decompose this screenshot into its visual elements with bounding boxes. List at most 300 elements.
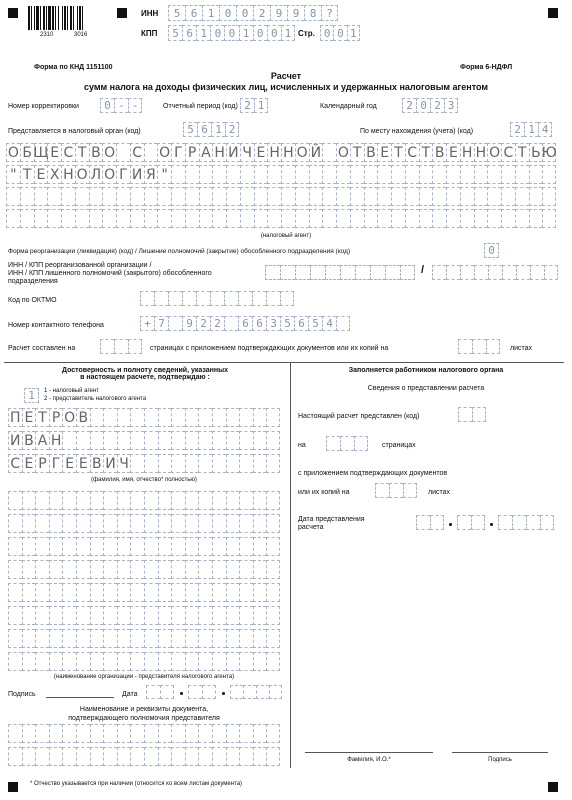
char-cell[interactable] — [212, 560, 226, 579]
char-cell[interactable] — [130, 187, 144, 206]
presented-code-cells[interactable] — [458, 407, 486, 422]
char-cell[interactable] — [103, 747, 117, 766]
char-cell[interactable] — [239, 724, 253, 743]
char-cell[interactable] — [239, 629, 253, 648]
char-cell[interactable] — [309, 165, 323, 184]
char-cell[interactable] — [472, 339, 486, 354]
char-cell[interactable] — [6, 187, 20, 206]
officer-fio-line[interactable] — [305, 752, 433, 753]
char-cell[interactable] — [117, 560, 131, 579]
char-cell[interactable] — [266, 652, 280, 671]
char-cell[interactable] — [498, 515, 512, 530]
char-cell[interactable] — [49, 747, 63, 766]
char-cell[interactable] — [488, 265, 502, 280]
char-cell[interactable] — [185, 491, 199, 510]
char-cell[interactable]: С — [405, 143, 419, 162]
char-cell[interactable] — [239, 537, 253, 556]
char-cell[interactable] — [75, 187, 89, 206]
char-cell[interactable] — [309, 209, 323, 228]
char-cell[interactable] — [61, 187, 75, 206]
char-cell[interactable] — [6, 209, 20, 228]
char-cell[interactable]: 2 — [196, 316, 210, 331]
char-cell[interactable] — [377, 165, 391, 184]
char-cell[interactable]: Р — [35, 454, 49, 473]
char-cell[interactable] — [35, 491, 49, 510]
char-cell[interactable] — [265, 265, 280, 280]
char-cell[interactable] — [540, 515, 554, 530]
char-cell[interactable] — [144, 431, 158, 450]
char-cell[interactable] — [212, 165, 226, 184]
char-cell[interactable]: 6 — [185, 5, 202, 21]
char-cell[interactable] — [295, 165, 309, 184]
char-cell[interactable] — [198, 560, 212, 579]
char-cell[interactable] — [34, 209, 48, 228]
char-cell[interactable] — [226, 560, 240, 579]
char-cell[interactable] — [130, 652, 144, 671]
char-cell[interactable] — [212, 209, 226, 228]
char-cell[interactable]: Л — [89, 165, 103, 184]
char-cell[interactable]: 9 — [182, 316, 196, 331]
char-cell[interactable] — [49, 724, 63, 743]
char-cell[interactable] — [212, 537, 226, 556]
char-cell[interactable] — [267, 165, 281, 184]
char-cell[interactable]: 0 — [219, 5, 236, 21]
char-cell[interactable] — [516, 265, 530, 280]
char-cell[interactable]: Е — [76, 454, 90, 473]
surname-cells[interactable] — [8, 408, 280, 427]
char-cell[interactable] — [103, 583, 117, 602]
char-cell[interactable] — [34, 187, 48, 206]
char-cell[interactable] — [364, 165, 378, 184]
char-cell[interactable] — [116, 209, 130, 228]
char-cell[interactable]: Й — [309, 143, 323, 162]
char-cell[interactable]: - — [128, 98, 142, 113]
char-cell[interactable] — [254, 209, 268, 228]
char-cell[interactable] — [322, 187, 336, 206]
char-cell[interactable] — [171, 209, 185, 228]
signature-line[interactable] — [46, 697, 114, 698]
char-cell[interactable] — [239, 560, 253, 579]
char-cell[interactable]: ? — [321, 5, 338, 21]
char-cell[interactable] — [158, 431, 172, 450]
char-cell[interactable] — [322, 143, 336, 162]
right-pages-cells[interactable] — [326, 436, 368, 451]
char-cell[interactable]: 6 — [197, 122, 211, 137]
char-cell[interactable] — [76, 747, 90, 766]
char-cell[interactable]: О — [104, 166, 116, 183]
char-cell[interactable] — [130, 629, 144, 648]
char-cell[interactable] — [103, 431, 117, 450]
char-cell[interactable] — [198, 606, 212, 625]
char-cell[interactable] — [185, 537, 199, 556]
char-cell[interactable] — [280, 291, 294, 306]
char-cell[interactable] — [103, 491, 117, 510]
char-cell[interactable]: Т — [515, 143, 529, 162]
char-cell[interactable]: Г — [116, 165, 130, 184]
char-cell[interactable] — [212, 724, 226, 743]
char-cell[interactable]: О — [296, 144, 308, 161]
char-cell[interactable]: Т — [419, 143, 433, 162]
char-cell[interactable] — [212, 629, 226, 648]
char-cell[interactable] — [62, 431, 76, 450]
char-cell[interactable] — [325, 265, 340, 280]
char-cell[interactable] — [239, 652, 253, 671]
char-cell[interactable] — [22, 606, 36, 625]
char-cell[interactable]: В — [364, 143, 378, 162]
char-cell[interactable] — [419, 209, 433, 228]
char-cell[interactable] — [35, 629, 49, 648]
char-cell[interactable] — [144, 454, 158, 473]
char-cell[interactable] — [130, 724, 144, 743]
char-cell[interactable] — [8, 747, 22, 766]
char-cell[interactable] — [8, 652, 22, 671]
char-cell[interactable] — [35, 560, 49, 579]
char-cell[interactable] — [158, 408, 172, 427]
char-cell[interactable] — [22, 629, 36, 648]
char-cell[interactable]: И — [8, 431, 22, 450]
char-cell[interactable] — [198, 583, 212, 602]
place-cells[interactable] — [510, 122, 552, 137]
char-cell[interactable]: Х — [47, 165, 61, 184]
char-cell[interactable] — [253, 629, 267, 648]
char-cell[interactable] — [212, 652, 226, 671]
char-cell[interactable] — [89, 187, 103, 206]
char-cell[interactable] — [375, 483, 389, 498]
char-cell[interactable] — [446, 187, 460, 206]
char-cell[interactable]: А — [35, 431, 49, 450]
char-cell[interactable] — [103, 629, 117, 648]
char-cell[interactable] — [22, 652, 36, 671]
char-cell[interactable] — [49, 491, 63, 510]
char-cell[interactable] — [130, 408, 144, 427]
char-cell[interactable] — [309, 187, 323, 206]
char-cell[interactable] — [239, 431, 253, 450]
char-cell[interactable] — [432, 209, 446, 228]
char-cell[interactable] — [90, 537, 104, 556]
char-cell[interactable] — [458, 407, 472, 422]
char-cell[interactable] — [144, 143, 158, 162]
char-cell[interactable] — [239, 514, 253, 533]
char-cell[interactable] — [457, 515, 471, 530]
char-cell[interactable] — [103, 724, 117, 743]
char-cell[interactable] — [49, 606, 63, 625]
char-cell[interactable] — [103, 606, 117, 625]
char-cell[interactable] — [35, 724, 49, 743]
char-cell[interactable] — [144, 629, 158, 648]
char-cell[interactable] — [117, 491, 131, 510]
char-cell[interactable] — [49, 560, 63, 579]
char-cell[interactable] — [336, 209, 350, 228]
char-cell[interactable] — [266, 537, 280, 556]
char-cell[interactable] — [364, 209, 378, 228]
char-cell[interactable]: 0 — [253, 25, 267, 41]
char-cell[interactable] — [49, 629, 63, 648]
char-cell[interactable]: 2 — [402, 98, 416, 113]
char-cell[interactable] — [8, 724, 22, 743]
char-cell[interactable] — [22, 491, 36, 510]
char-cell[interactable] — [76, 537, 90, 556]
char-cell[interactable]: С — [8, 454, 22, 473]
char-cell[interactable] — [226, 537, 240, 556]
char-cell[interactable]: Е — [62, 454, 76, 473]
char-cell[interactable]: Н — [460, 143, 474, 162]
char-cell[interactable] — [171, 724, 185, 743]
char-cell[interactable]: О — [104, 144, 116, 161]
char-cell[interactable]: 5 — [183, 122, 197, 137]
name-cells[interactable] — [8, 431, 280, 450]
char-cell[interactable] — [336, 187, 350, 206]
char-cell[interactable] — [336, 165, 350, 184]
char-cell[interactable] — [419, 187, 433, 206]
char-cell[interactable] — [76, 514, 90, 533]
char-cell[interactable] — [117, 606, 131, 625]
char-cell[interactable] — [512, 515, 526, 530]
char-cell[interactable] — [253, 454, 267, 473]
rep-org-row-1[interactable] — [8, 491, 280, 510]
char-cell[interactable] — [281, 187, 295, 206]
char-cell[interactable] — [212, 747, 226, 766]
char-cell[interactable] — [502, 265, 516, 280]
right-sheets-cells[interactable] — [375, 483, 417, 498]
char-cell[interactable] — [266, 454, 280, 473]
char-cell[interactable] — [90, 408, 104, 427]
char-cell[interactable] — [76, 491, 90, 510]
char-cell[interactable] — [90, 491, 104, 510]
char-cell[interactable] — [22, 583, 36, 602]
char-cell[interactable]: Е — [254, 143, 268, 162]
char-cell[interactable] — [22, 560, 36, 579]
char-cell[interactable] — [239, 454, 253, 473]
char-cell[interactable] — [254, 187, 268, 206]
char-cell[interactable] — [90, 431, 104, 450]
char-cell[interactable] — [256, 685, 269, 699]
char-cell[interactable] — [185, 165, 199, 184]
kpp-reorg-cells[interactable] — [432, 265, 558, 280]
char-cell[interactable] — [158, 652, 172, 671]
char-cell[interactable] — [90, 606, 104, 625]
char-cell[interactable] — [103, 408, 117, 427]
char-cell[interactable] — [35, 583, 49, 602]
char-cell[interactable] — [226, 652, 240, 671]
char-cell[interactable] — [253, 514, 267, 533]
char-cell[interactable] — [240, 165, 254, 184]
char-cell[interactable] — [405, 187, 419, 206]
char-cell[interactable]: 1 — [254, 98, 268, 113]
char-cell[interactable] — [446, 209, 460, 228]
char-cell[interactable] — [62, 652, 76, 671]
char-cell[interactable] — [62, 629, 76, 648]
char-cell[interactable] — [76, 652, 90, 671]
rep-org-row-4[interactable] — [8, 560, 280, 579]
char-cell[interactable] — [212, 491, 226, 510]
char-cell[interactable] — [8, 537, 22, 556]
char-cell[interactable] — [20, 209, 34, 228]
char-cell[interactable] — [158, 454, 172, 473]
char-cell[interactable] — [62, 747, 76, 766]
char-cell[interactable] — [62, 724, 76, 743]
char-cell[interactable] — [103, 560, 117, 579]
char-cell[interactable] — [22, 747, 36, 766]
char-cell[interactable] — [226, 165, 240, 184]
char-cell[interactable] — [266, 491, 280, 510]
char-cell[interactable] — [158, 491, 172, 510]
char-cell[interactable] — [47, 187, 61, 206]
organ-cells[interactable] — [183, 122, 239, 137]
char-cell[interactable]: 1 — [24, 388, 39, 403]
char-cell[interactable] — [171, 165, 185, 184]
char-cell[interactable]: 1 — [281, 25, 295, 41]
char-cell[interactable]: 1 — [196, 25, 210, 41]
char-cell[interactable] — [391, 165, 405, 184]
char-cell[interactable]: Г — [171, 143, 185, 162]
char-cell[interactable] — [295, 209, 309, 228]
char-cell[interactable] — [460, 165, 474, 184]
char-cell[interactable] — [253, 747, 267, 766]
char-cell[interactable] — [76, 583, 90, 602]
char-cell[interactable] — [254, 165, 268, 184]
char-cell[interactable] — [199, 165, 213, 184]
char-cell[interactable] — [117, 652, 131, 671]
char-cell[interactable] — [487, 165, 501, 184]
reorg-cells[interactable] — [484, 243, 499, 258]
char-cell[interactable]: 1 — [347, 25, 360, 41]
char-cell[interactable] — [76, 560, 90, 579]
char-cell[interactable] — [253, 491, 267, 510]
char-cell[interactable] — [62, 606, 76, 625]
char-cell[interactable] — [117, 747, 131, 766]
char-cell[interactable] — [253, 652, 267, 671]
rep-org-row-8[interactable] — [8, 652, 280, 671]
char-cell[interactable] — [350, 165, 364, 184]
char-cell[interactable]: 5 — [168, 5, 185, 21]
char-cell[interactable] — [62, 537, 76, 556]
char-cell[interactable]: О — [7, 144, 19, 161]
char-cell[interactable] — [158, 747, 172, 766]
char-cell[interactable]: В — [89, 143, 103, 162]
char-cell[interactable]: О — [337, 144, 349, 161]
char-cell[interactable] — [416, 515, 430, 530]
char-cell[interactable] — [239, 491, 253, 510]
char-cell[interactable] — [238, 291, 252, 306]
char-cell[interactable] — [253, 606, 267, 625]
char-cell[interactable] — [171, 629, 185, 648]
char-cell[interactable] — [377, 187, 391, 206]
char-cell[interactable]: 0 — [224, 25, 238, 41]
char-cell[interactable] — [185, 408, 199, 427]
char-cell[interactable] — [35, 537, 49, 556]
char-cell[interactable] — [76, 629, 90, 648]
char-cell[interactable]: 2 — [510, 122, 524, 137]
left-date-day[interactable] — [146, 685, 174, 699]
char-cell[interactable] — [185, 606, 199, 625]
left-date-month[interactable] — [188, 685, 216, 699]
char-cell[interactable] — [130, 491, 144, 510]
char-cell[interactable]: 2 — [225, 122, 239, 137]
char-cell[interactable] — [198, 747, 212, 766]
char-cell[interactable] — [253, 583, 267, 602]
char-cell[interactable]: 5 — [280, 316, 294, 331]
char-cell[interactable] — [103, 537, 117, 556]
char-cell[interactable] — [240, 209, 254, 228]
char-cell[interactable] — [8, 514, 22, 533]
char-cell[interactable] — [171, 454, 185, 473]
char-cell[interactable]: Е — [22, 454, 36, 473]
char-cell[interactable] — [446, 265, 460, 280]
rep-org-row-5[interactable] — [8, 583, 280, 602]
char-cell[interactable] — [391, 209, 405, 228]
char-cell[interactable] — [239, 583, 253, 602]
char-cell[interactable]: 3 — [444, 98, 458, 113]
char-cell[interactable] — [168, 316, 182, 331]
char-cell[interactable] — [130, 431, 144, 450]
char-cell[interactable]: Н — [49, 431, 63, 450]
char-cell[interactable]: 2 — [430, 98, 444, 113]
char-cell[interactable] — [350, 209, 364, 228]
char-cell[interactable]: 1 — [202, 5, 219, 21]
char-cell[interactable]: 6 — [252, 316, 266, 331]
char-cell[interactable] — [486, 339, 500, 354]
char-cell[interactable] — [253, 431, 267, 450]
char-cell[interactable]: А — [199, 143, 213, 162]
char-cell[interactable] — [474, 187, 488, 206]
char-cell[interactable] — [226, 491, 240, 510]
char-cell[interactable] — [8, 583, 22, 602]
char-cell[interactable]: П — [8, 408, 22, 427]
char-cell[interactable] — [89, 209, 103, 228]
char-cell[interactable] — [474, 265, 488, 280]
char-cell[interactable] — [224, 291, 238, 306]
char-cell[interactable] — [501, 209, 515, 228]
char-cell[interactable]: С — [130, 143, 144, 162]
char-cell[interactable] — [198, 454, 212, 473]
char-cell[interactable] — [76, 606, 90, 625]
char-cell[interactable]: 2 — [240, 98, 254, 113]
char-cell[interactable] — [295, 265, 310, 280]
char-cell[interactable]: О — [64, 409, 76, 426]
patronymic-cells[interactable] — [8, 454, 280, 473]
char-cell[interactable] — [117, 724, 131, 743]
char-cell[interactable]: 5 — [168, 25, 182, 41]
char-cell[interactable]: В — [90, 454, 104, 473]
char-cell[interactable]: 2 — [253, 5, 270, 21]
rep-org-row-2[interactable] — [8, 514, 280, 533]
doc-row-1[interactable] — [8, 724, 280, 743]
agent-name-row-1[interactable] — [6, 143, 556, 162]
char-cell[interactable] — [160, 685, 174, 699]
char-cell[interactable] — [266, 408, 280, 427]
char-cell[interactable] — [226, 431, 240, 450]
char-cell[interactable] — [544, 265, 558, 280]
char-cell[interactable] — [432, 187, 446, 206]
char-cell[interactable] — [130, 583, 144, 602]
char-cell[interactable] — [171, 606, 185, 625]
sheets-cells[interactable] — [458, 339, 500, 354]
char-cell[interactable] — [157, 187, 171, 206]
char-cell[interactable]: 6 — [182, 25, 196, 41]
char-cell[interactable] — [8, 560, 22, 579]
char-cell[interactable] — [198, 652, 212, 671]
char-cell[interactable] — [212, 454, 226, 473]
char-cell[interactable] — [171, 560, 185, 579]
char-cell[interactable] — [185, 454, 199, 473]
char-cell[interactable] — [243, 685, 256, 699]
char-cell[interactable] — [529, 187, 543, 206]
char-cell[interactable] — [269, 685, 282, 699]
char-cell[interactable] — [542, 165, 556, 184]
char-cell[interactable] — [196, 291, 210, 306]
char-cell[interactable] — [116, 143, 130, 162]
char-cell[interactable] — [117, 431, 131, 450]
